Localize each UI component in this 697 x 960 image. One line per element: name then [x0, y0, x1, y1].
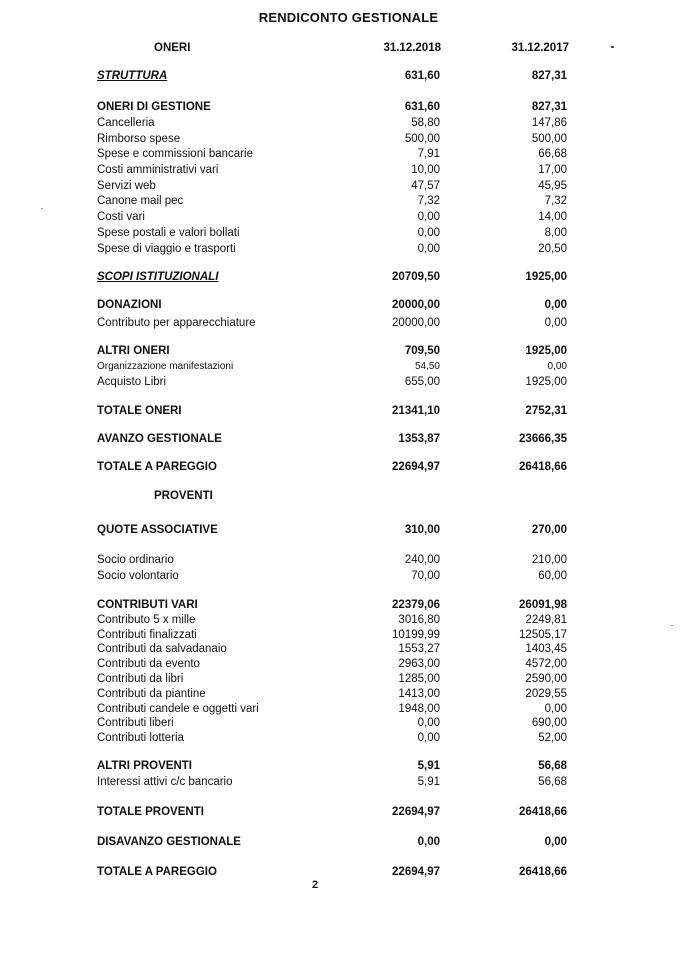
value-2018: 0,00 — [417, 227, 440, 239]
table-row — [0, 866, 697, 882]
table-row — [0, 101, 697, 117]
row-label: Contributi liberi — [97, 717, 174, 729]
row-label: DISAVANZO GESTIONALE — [97, 836, 241, 848]
value-2017: 17,00 — [538, 164, 567, 176]
value-2017: 14,00 — [538, 211, 567, 223]
row-label: Spese e commissioni bancarie — [97, 148, 253, 160]
value-2017: 26418,66 — [519, 806, 567, 818]
row-label: CONTRIBUTI VARI — [97, 599, 198, 611]
table-row — [0, 688, 697, 704]
row-label: Contributi da salvadanaio — [97, 643, 227, 655]
value-2017: 12505,17 — [519, 629, 567, 641]
value-2018: 20709,50 — [392, 271, 440, 283]
value-2017: 147,86 — [531, 117, 567, 129]
value-2018: 22379,06 — [392, 599, 440, 611]
table-row — [0, 673, 697, 689]
value-2017: 270,00 — [531, 524, 567, 536]
value-2018: 0,00 — [417, 732, 440, 744]
table-row — [0, 70, 697, 86]
table-row — [0, 227, 697, 243]
value-2018: 310,00 — [404, 524, 440, 536]
table-row — [0, 211, 697, 227]
table-row — [0, 614, 697, 630]
row-label: Contributi da piantine — [97, 688, 206, 700]
row-label: ALTRI PROVENTI — [97, 760, 192, 772]
table-row — [0, 345, 697, 361]
row-label: Cancelleria — [97, 117, 155, 129]
value-2018: 22694,97 — [392, 866, 440, 878]
value-2018: 58,80 — [411, 117, 440, 129]
value-2017: 56,68 — [538, 776, 567, 788]
value-2018: 1553,27 — [398, 643, 440, 655]
table-row — [0, 243, 697, 259]
row-label: PROVENTI — [154, 490, 213, 502]
page-number: 2 — [312, 879, 319, 891]
table-row — [0, 554, 697, 570]
row-label: Socio ordinario — [97, 554, 174, 566]
value-2018: 22694,97 — [392, 806, 440, 818]
value-2017: 0,00 — [544, 703, 567, 715]
table-row — [0, 599, 697, 615]
row-label: Contributo 5 x mille — [97, 614, 196, 626]
row-label: Contributo per apparecchiature — [97, 317, 256, 329]
scan-speck — [41, 208, 43, 209]
row-label: ALTRI ONERI — [97, 345, 170, 357]
value-2017: 45,95 — [538, 180, 567, 192]
row-label: TOTALE A PAREGGIO — [97, 866, 217, 878]
value-2018: 2963,00 — [398, 658, 440, 670]
value-2018: 709,50 — [404, 345, 440, 357]
row-label: Contributi candele e oggetti vari — [97, 703, 259, 715]
value-2018: 0,00 — [417, 211, 440, 223]
value-2018: 31.12.2018 — [383, 42, 441, 54]
value-2018: 1353,87 — [398, 433, 440, 445]
row-label: Servizi web — [97, 180, 156, 192]
value-2017: 26091,98 — [519, 599, 567, 611]
value-2018: 20000,00 — [392, 317, 440, 329]
table-row — [0, 658, 697, 674]
row-label: Rimborso spese — [97, 133, 181, 145]
table-row — [0, 732, 697, 748]
value-2018: 20000,00 — [392, 299, 440, 311]
table-row — [0, 164, 697, 180]
value-2017: 0,00 — [544, 299, 567, 311]
value-2018: 5,91 — [417, 760, 440, 772]
value-2017: 2752,31 — [525, 405, 567, 417]
value-2017: 1925,00 — [525, 345, 567, 357]
row-label: ONERI DI GESTIONE — [97, 101, 211, 113]
row-label: Spese di viaggio e trasporti — [97, 243, 236, 255]
table-row — [0, 461, 697, 477]
value-2017: 4572,00 — [525, 658, 567, 670]
table-row — [0, 117, 697, 133]
row-label: Spese postali e valori bollati — [97, 227, 240, 239]
value-2017: 52,00 — [538, 732, 567, 744]
value-2018: 655,00 — [404, 376, 440, 388]
row-label: ONERI — [154, 42, 191, 54]
value-2017: 56,68 — [538, 760, 567, 772]
value-2018: 631,60 — [404, 70, 440, 82]
table-row — [0, 148, 697, 164]
row-label: Costi amministrativi vari — [97, 164, 219, 176]
value-2018: 21341,10 — [392, 405, 440, 417]
table-row — [0, 180, 697, 196]
row-label: AVANZO GESTIONALE — [97, 433, 222, 445]
row-label: TOTALE A PAREGGIO — [97, 461, 217, 473]
value-2017: 1403,45 — [525, 643, 567, 655]
value-2017: 20,50 — [538, 243, 567, 255]
row-label: Contributi finalizzati — [97, 629, 197, 641]
row-label: TOTALE ONERI — [97, 405, 182, 417]
value-2017: 0,00 — [547, 361, 567, 372]
row-label: TOTALE PROVENTI — [97, 806, 204, 818]
table-row — [0, 317, 697, 333]
value-2017: 1925,00 — [525, 376, 567, 388]
value-2018: 47,57 — [411, 180, 440, 192]
value-2017: 0,00 — [544, 836, 567, 848]
value-2018: 631,60 — [404, 101, 440, 113]
table-row — [0, 806, 697, 822]
value-2017: 66,68 — [538, 148, 567, 160]
table-row — [0, 717, 697, 733]
value-2018: 1285,00 — [398, 673, 440, 685]
value-2017: 827,31 — [531, 101, 567, 113]
value-2017: 31.12.2017 — [511, 42, 569, 54]
value-2018: 22694,97 — [392, 461, 440, 473]
value-2018: 7,32 — [417, 195, 440, 207]
value-2017: 2249,81 — [525, 614, 567, 626]
row-label: Costi vari — [97, 211, 145, 223]
value-2017: 0,00 — [544, 317, 567, 329]
table-row — [0, 524, 697, 540]
row-label: Interessi attivi c/c bancario — [97, 776, 233, 788]
table-row — [0, 42, 697, 58]
table-row — [0, 361, 697, 377]
row-label: Canone mail pec — [97, 195, 184, 207]
value-2018: 0,00 — [417, 836, 440, 848]
value-2017: 827,31 — [531, 70, 567, 82]
row-label: SCOPI ISTITUZIONALI — [97, 271, 219, 283]
row-label: DONAZIONI — [97, 299, 162, 311]
table-row — [0, 776, 697, 792]
scan-speck — [671, 625, 673, 626]
value-2018: 3016,80 — [398, 614, 440, 626]
value-2017: 7,32 — [544, 195, 567, 207]
row-label: Organizzazione manifestazioni — [97, 361, 234, 372]
table-row — [0, 299, 697, 315]
value-2017: 210,00 — [531, 554, 567, 566]
value-2018: 500,00 — [404, 133, 440, 145]
scan-speck — [611, 46, 614, 48]
value-2017: 2029,55 — [525, 688, 567, 700]
table-row — [0, 570, 697, 586]
value-2018: 10199,99 — [392, 629, 440, 641]
value-2018: 1413,00 — [398, 688, 440, 700]
value-2017: 1925,00 — [525, 271, 567, 283]
value-2018: 54,50 — [414, 361, 440, 372]
row-label: STRUTTURA — [97, 70, 168, 82]
value-2017: 690,00 — [531, 717, 567, 729]
table-row — [0, 760, 697, 776]
value-2017: 60,00 — [538, 570, 567, 582]
table-row — [0, 271, 697, 287]
table-row — [0, 405, 697, 421]
row-label: Socio volontario — [97, 570, 179, 582]
table-row — [0, 643, 697, 659]
value-2018: 70,00 — [411, 570, 440, 582]
table-row — [0, 195, 697, 211]
value-2018: 1948,00 — [398, 703, 440, 715]
row-label: QUOTE ASSOCIATIVE — [97, 524, 218, 536]
row-label: Acquisto Libri — [97, 376, 167, 388]
value-2017: 8,00 — [544, 227, 567, 239]
value-2017: 2590,00 — [525, 673, 567, 685]
row-label: Contributi da evento — [97, 658, 200, 670]
value-2017: 500,00 — [531, 133, 567, 145]
value-2018: 0,00 — [417, 243, 440, 255]
value-2018: 10,00 — [411, 164, 440, 176]
value-2017: 26418,66 — [519, 461, 567, 473]
value-2018: 5,91 — [417, 776, 440, 788]
table-row — [0, 490, 697, 506]
value-2018: 240,00 — [404, 554, 440, 566]
value-2018: 7,91 — [417, 148, 440, 160]
value-2018: 0,00 — [417, 717, 440, 729]
table-row — [0, 836, 697, 852]
row-label: Contributi lotteria — [97, 732, 184, 744]
page-title: RENDICONTO GESTIONALE — [258, 10, 439, 25]
value-2017: 26418,66 — [519, 866, 567, 878]
table-row — [0, 376, 697, 392]
value-2017: 23666,35 — [519, 433, 567, 445]
row-label: Contributi da libri — [97, 673, 184, 685]
table-row — [0, 433, 697, 449]
table-row — [0, 133, 697, 149]
